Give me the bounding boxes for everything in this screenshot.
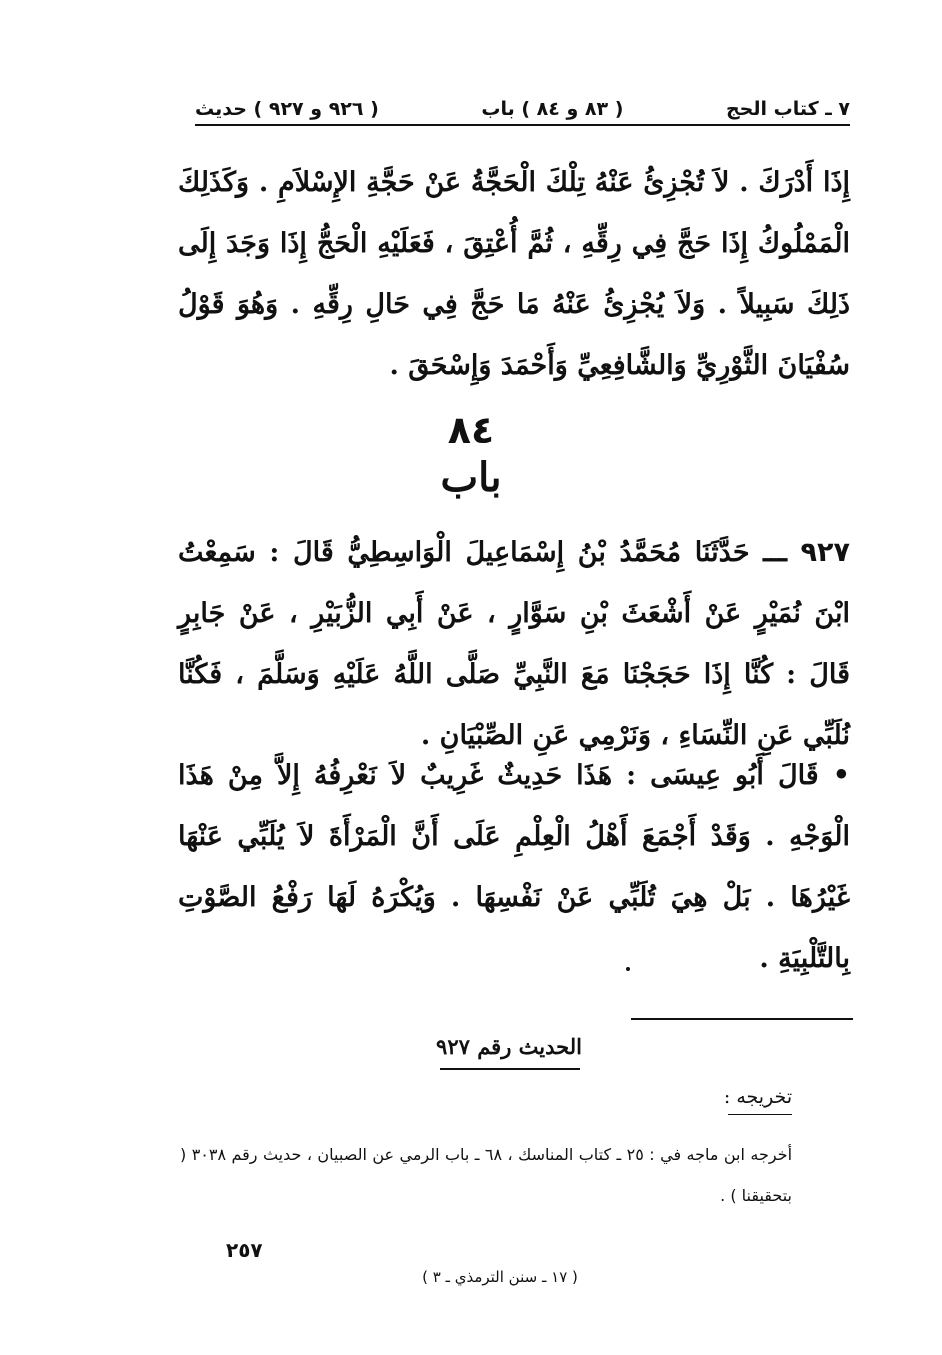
footnote-separator — [631, 1018, 853, 1020]
footnote-text: أخرجه ابن ماجه في : ٢٥ ـ كتاب المناسك ، ٦٨ ـ باب الرمي عن الصبيان ، حديث رقم ٣٠٣٨ ( بتحقيقنا ) . — [180, 1145, 793, 1205]
running-head-chapters: ( ٨٣ و ٨٤ ) باب — [481, 98, 624, 120]
stray-dot — [626, 967, 630, 971]
chapter-title: باب — [440, 454, 502, 501]
takhrij-underline — [728, 1114, 792, 1115]
running-head-book: ٧ ـ كتاب الحج — [725, 98, 850, 120]
commentary-bullet: • — [832, 760, 850, 791]
hadith-paragraph — [178, 522, 850, 766]
hadith-number: ٩٢٧ — [800, 537, 850, 568]
page-number: ٢٥٧ — [226, 1238, 263, 1262]
chapter-number: ٨٤ — [447, 408, 495, 452]
volume-signature: ( ١٧ ـ سنن الترمذي ـ ٣ ) — [422, 1268, 578, 1286]
hadith-text: حَدَّثَنَا مُحَمَّدُ بْنُ إِسْمَاعِيلَ الْوَاسِطِيُّ قَالَ : سَمِعْتُ ابْنَ نُمَيْرٍ عَنْ أَشْعَثَ بْنِ سَوَّارٍ ، عَنْ أَبِي الزُّبَيْرِ ، عَنْ جَابِرٍ قَالَ : كُنَّا إِذَا حَجَجْنَا مَعَ النَّبِيِّ صَلَّى اللَّهُ عَلَيْهِ وَسَلَّمَ ، فَكُنَّا نُلَبِّي عَنِ النِّسَاءِ ، وَنَرْمِي عَنِ الصِّبْيَانِ . — [178, 537, 850, 751]
running-head-hadiths: ( ٩٢٦ و ٩٢٧ ) حديث — [195, 98, 379, 120]
paragraph-continuation: إِذَا أَدْرَكَ . لاَ تُجْزِئُ عَنْهُ تِلْكَ الْحَجَّةُ عَنْ حَجَّةِ الإِسْلاَمِ . وَكَذَلِكَ الْمَمْلُوكُ إِذَا حَجَّ فِي رِقِّهِ ، ثُمَّ أُعْتِقَ ، فَعَلَيْهِ الْحَجُّ إِذَا وَجَدَ إِلَى ذَلِكَ سَبِيلاً . وَلاَ يُجْزِئُ عَنْهُ مَا حَجَّ فِي حَالِ رِقِّهِ . وَهُوَ قَوْلُ سُفْيَانَ الثَّوْرِيِّ وَالشَّافِعِيِّ وَأَحْمَدَ وَإِسْحَقَ . — [178, 167, 850, 381]
takhrij-label: تخريجه : — [723, 1086, 793, 1108]
header-rule — [195, 124, 850, 126]
footnote-heading-underline — [440, 1068, 580, 1070]
hadith-dash: ـــ — [763, 537, 787, 568]
footnote-heading: الحديث رقم ٩٢٧ — [436, 1034, 582, 1059]
commentary-text: قَالَ أَبُو عِيسَى : هَذَا حَدِيثٌ غَرِيبٌ لاَ نَعْرِفُهُ إِلاَّ مِنْ هَذَا الْوَجْهِ . وَقَدْ أَجْمَعَ أَهْلُ الْعِلْمِ عَلَى أَنَّ الْمَرْأَةَ لاَ يُلَبِّي عَنْهَا غَيْرُهَا . بَلْ هِيَ تُلَبِّي عَنْ نَفْسِهَا . وَيُكْرَهُ لَهَا رَفْعُ الصَّوْتِ بِالتَّلْبِيَةِ . — [178, 760, 850, 974]
running-head — [195, 84, 850, 120]
commentary-paragraph — [178, 745, 850, 989]
